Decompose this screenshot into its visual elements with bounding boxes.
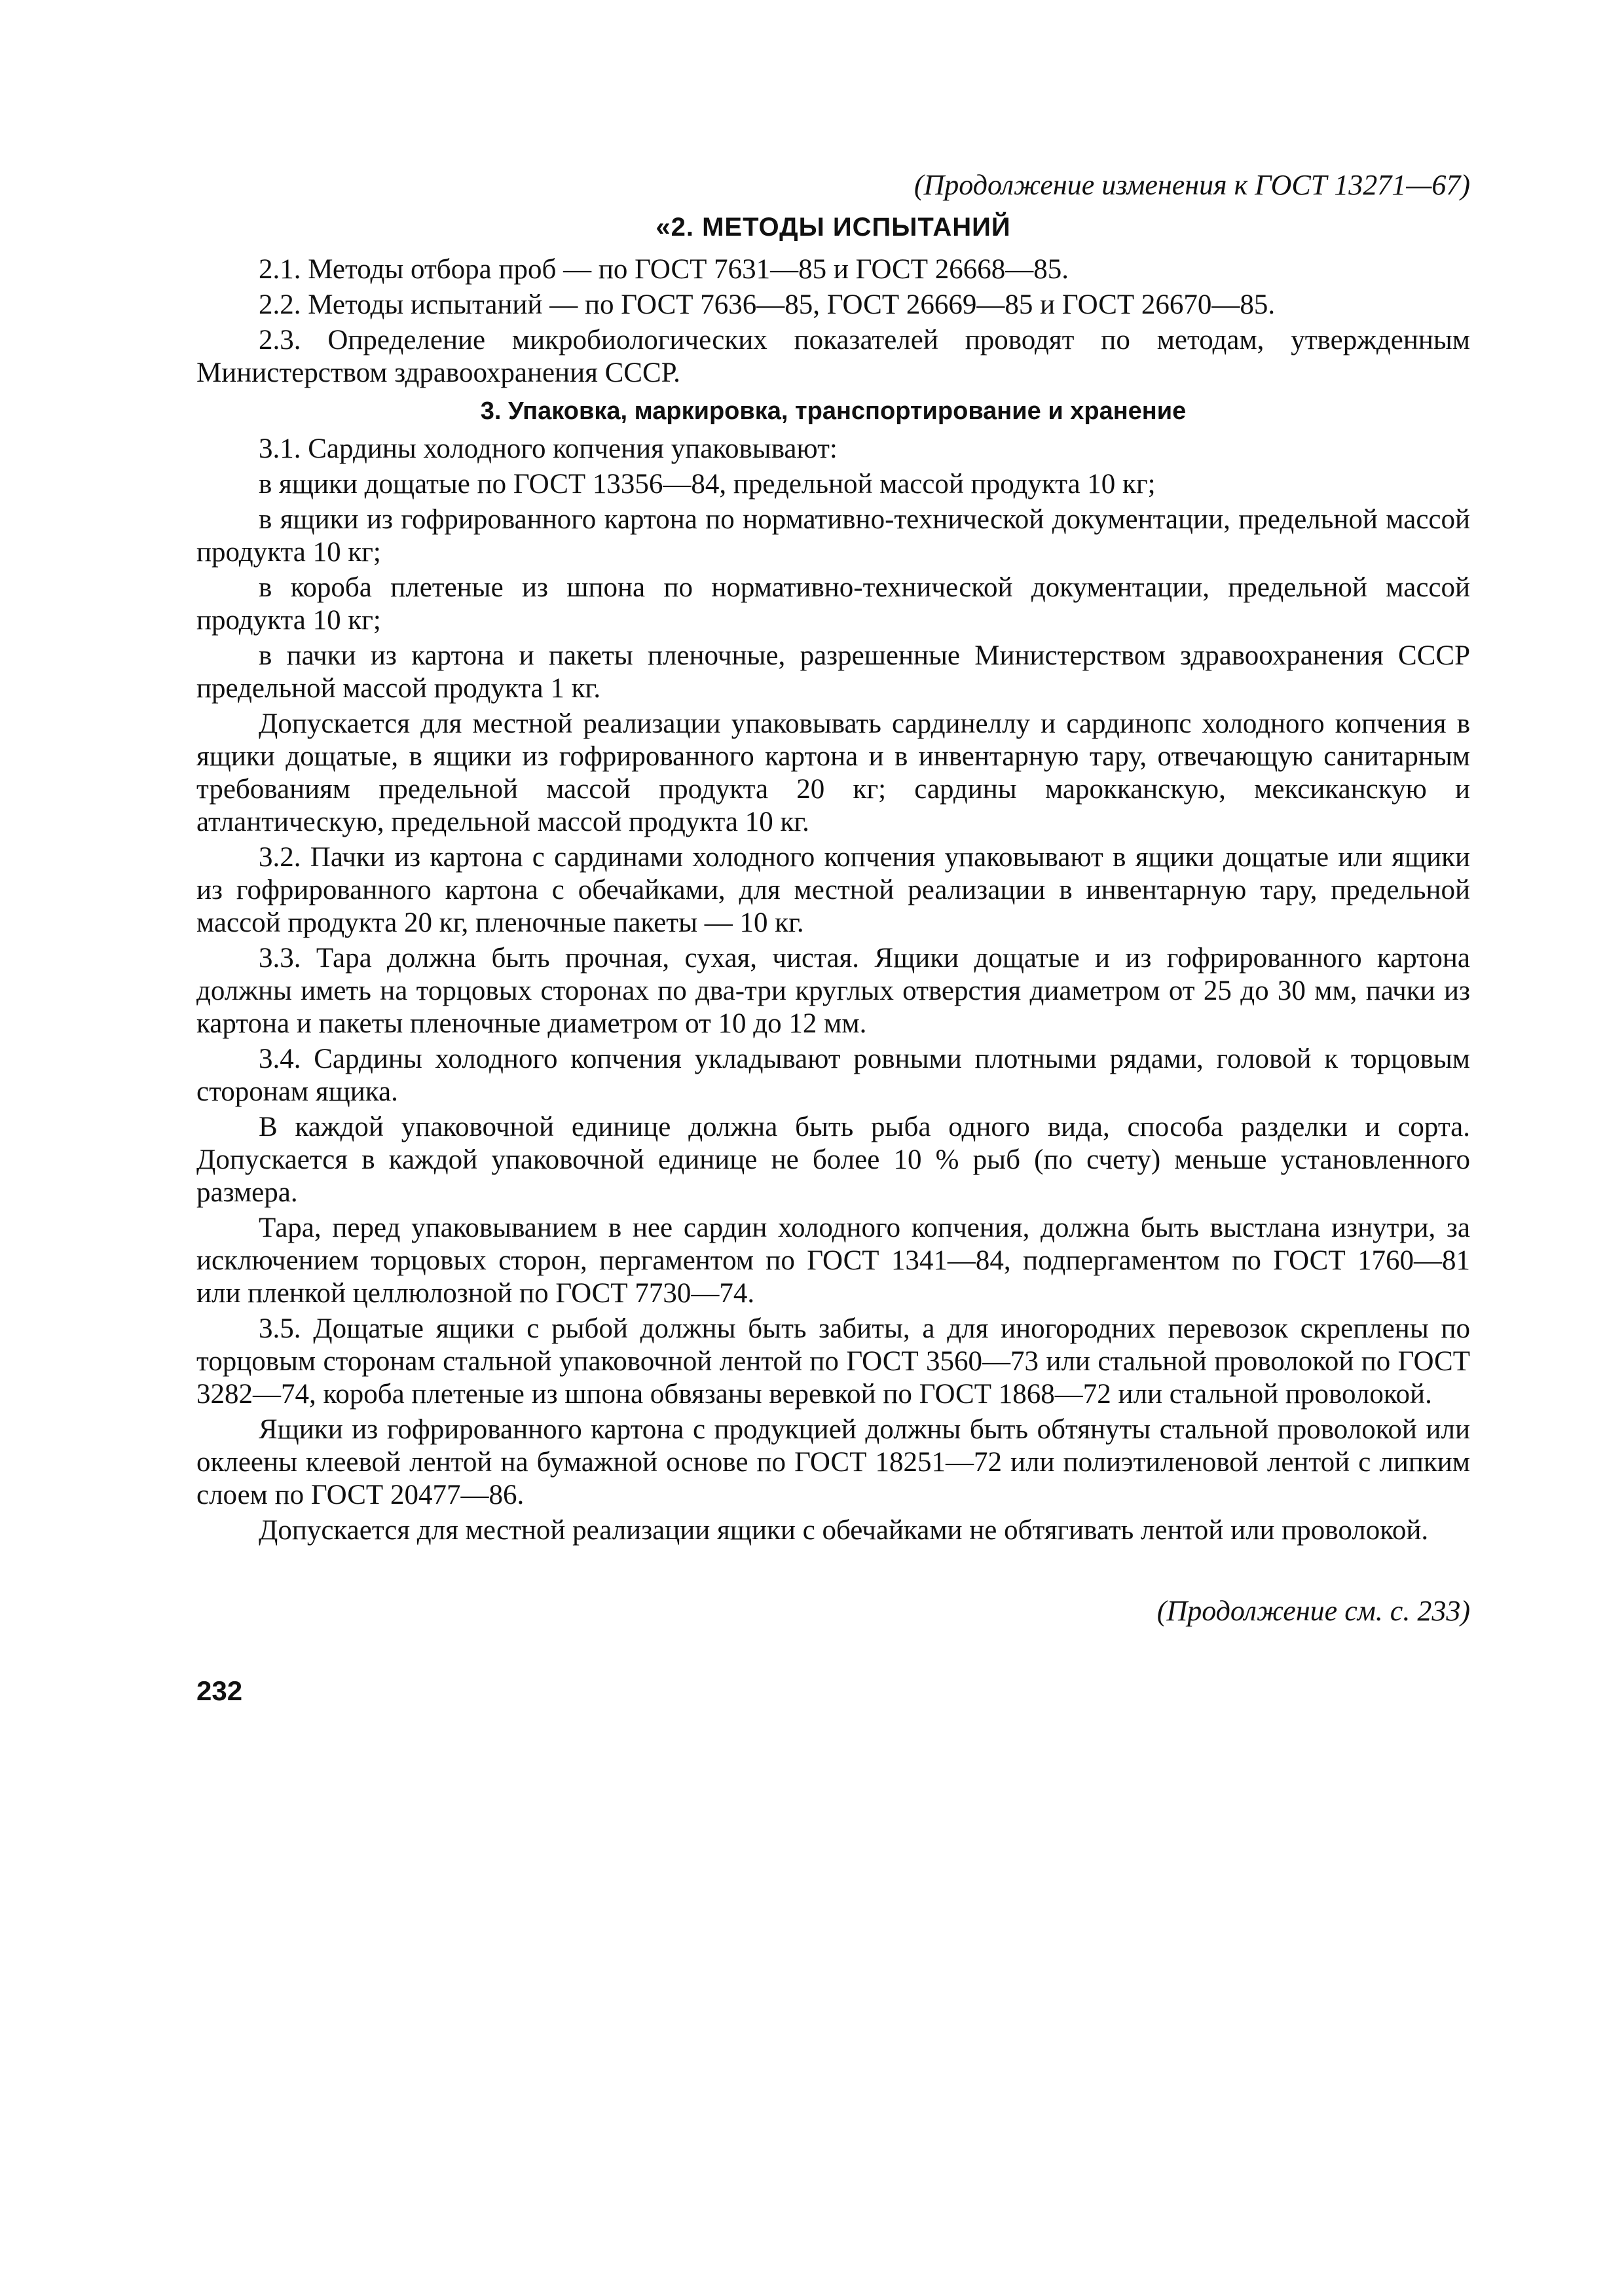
paragraph-3-2: 3.2. Пачки из картона с сардинами холодного копчения упаковывают в ящики дощатые или ящики из гофрированного картона с обечайками, для местной реализации в инвентарную тару, предельной массой продукта 20 кг, пленочные пакеты — 10 кг. bbox=[196, 842, 1470, 938]
paragraph-3-5-b: Допускается для местной реализации ящики с обечайками не обтягивать лентой или проволокой. bbox=[259, 1515, 1429, 1546]
paragraph-3-5-a: Ящики из гофрированного картона с продукцией должны быть обтянуты стальной проволокой или оклеены клеевой лентой на бумажной основе по ГОСТ 18251—72 или полиэтиленовой лентой с липким слоем по ГОСТ 20477—86. bbox=[196, 1414, 1470, 1510]
paragraph-2-3: 2.3. Определение микробиологических показателей проводят по методам, утвержденным Министерством здравоохранения СССР. bbox=[196, 325, 1470, 388]
paragraph-3-4-a: В каждой упаковочной единице должна быть рыба одного вида, способа разделки и сорта. Допускается в каждой упаковочной единице не более 10 % рыб (по счету) меньше установленного размера. bbox=[196, 1112, 1470, 1208]
paragraph-3-3: 3.3. Тара должна быть прочная, сухая, чистая. Ящики дощатые и из гофрированного картона должны иметь на торцовых сторонах по два-три круглых отверстия диаметром от 25 до 30 мм, пачки из картона и пакеты пленочные диаметром от 10 до 12 мм. bbox=[196, 943, 1470, 1039]
paragraph-3-1-a: в ящики дощатые по ГОСТ 13356—84, предельной массой продукта 10 кг; bbox=[259, 469, 1156, 500]
page-number: 232 bbox=[196, 1675, 243, 1706]
paragraph-2-1: 2.1. Методы отбора проб — по ГОСТ 7631—85 и ГОСТ 26668—85. bbox=[259, 254, 1069, 285]
paragraph-3-1-c: в короба плетеные из шпона по нормативно-технической документации, предельной массой продукта 10 кг; bbox=[196, 572, 1470, 636]
paragraph-3-5: 3.5. Дощатые ящики с рыбой должны быть забиты, а для иногородних перевозок скреплены по торцовым сторонам стальной упаковочной лентой по ГОСТ 3560—73 или стальной проволокой по ГОСТ 3282—74, короба плетеные из шпона обвязаны веревкой по ГОСТ 1868—72 или стальной проволокой. bbox=[196, 1313, 1470, 1410]
paragraph-3-4-b: Тара, перед упаковыванием в нее сардин холодного копчения, должна быть выстлана изнутри, за исключением торцовых сторон, пергаментом по ГОСТ 1341—84, подпергаментом по ГОСТ 1760—81 или пленкой целлюлозной по ГОСТ 7730—74. bbox=[196, 1212, 1470, 1309]
continuation-header: (Продолжение изменения к ГОСТ 13271—67) bbox=[913, 169, 1470, 201]
paragraph-3-1-b: в ящики из гофрированного картона по нормативно-технической документации, предельной массой продукта 10 кг; bbox=[196, 504, 1470, 568]
paragraph-3-1: 3.1. Сардины холодного копчения упаковывают: bbox=[259, 433, 838, 464]
paragraph-2-2: 2.2. Методы испытаний — по ГОСТ 7636—85, ГОСТ 26669—85 и ГОСТ 26670—85. bbox=[259, 289, 1276, 320]
paragraph-3-4: 3.4. Сардины холодного копчения укладывают ровными плотными рядами, головой к торцовым сторонам ящика. bbox=[196, 1044, 1470, 1107]
continuation-footer: (Продолжение см. с. 233) bbox=[1156, 1595, 1470, 1627]
paragraph-3-1-d: в пачки из картона и пакеты пленочные, разрешенные Министерством здравоохранения СССР предельной массой продукта 1 кг. bbox=[196, 640, 1470, 704]
section-3-heading: 3. Упаковка, маркировка, транспортирование и хранение bbox=[480, 397, 1187, 425]
paragraph-3-1-e: Допускается для местной реализации упаковывать сардинеллу и сардинопс холодного копчения в ящики дощатые, в ящики из гофрированного картона и в инвентарную тару, отвечающую санитарным требованиям предельной массой продукта 20 кг; сардины марокканскую, мексиканскую и атлантическую, предельной массой продукта 10 кг. bbox=[196, 708, 1470, 837]
section-2-heading: «2. МЕТОДЫ ИСПЫТАНИЙ bbox=[655, 213, 1011, 242]
document-page bbox=[196, 167, 1470, 1707]
